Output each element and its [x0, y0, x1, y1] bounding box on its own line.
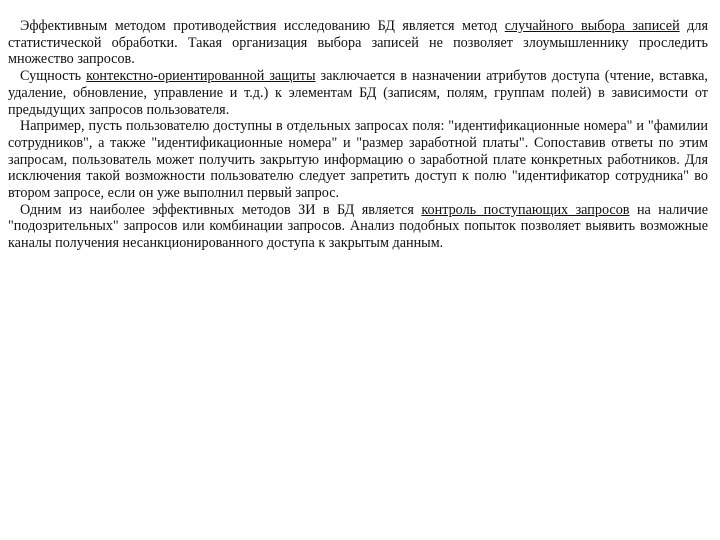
- paragraph-query-control: [8, 202, 708, 252]
- paragraph-example: [8, 118, 708, 202]
- paragraph-text: для статистической обработки. Такая организация выбора записей не позволяет злоумышленнику проследить множество запросов.: [8, 18, 708, 68]
- paragraph-text: Одним из наиболее эффективных методов ЗИ в БД является: [20, 201, 422, 218]
- paragraph-text: заключается в назначении атрибутов доступа (чтение, вставка, удаление, обновление, управление и т.д.) к элементам БД (записям, полям, группам полей) в зависимости от предыдущих запросов пользователя.: [8, 68, 708, 118]
- paragraph-text: Например, пусть пользователю доступны в отдельных запросах поля: "идентификационные номера" и "фамилии сотрудников", а также "идентификационные номера" и "размер заработной платы". Сопоставив ответы по этим запросам, пользователь может получить закрытую информацию о заработной плате конкретных работников. Для исключения такой возможности пользователю следует запретить доступ к полю "идентификатор сотрудника" во втором запросе, если он уже выполнил первый запрос.: [8, 118, 708, 202]
- underlined-term-context-protection: контекстно-ориентированной защиты: [86, 68, 316, 85]
- underlined-term-query-control: контроль поступающих запросов: [421, 201, 630, 218]
- paragraph-text: на наличие "подозрительных" запросов или комбинации запросов. Анализ подобных попыток позволяет выявить возможные каналы получения несанкционированного доступа к закрытым данным.: [8, 201, 708, 252]
- document-body: [8, 18, 708, 252]
- paragraph-text: Сущность: [20, 68, 87, 85]
- paragraph-context-protection: [8, 68, 708, 118]
- paragraph-text: Эффективным методом противодействия исследованию БД является метод: [20, 18, 505, 34]
- paragraph-random-selection: [8, 18, 708, 68]
- underlined-term-random-selection: случайного выбора записей: [504, 18, 680, 34]
